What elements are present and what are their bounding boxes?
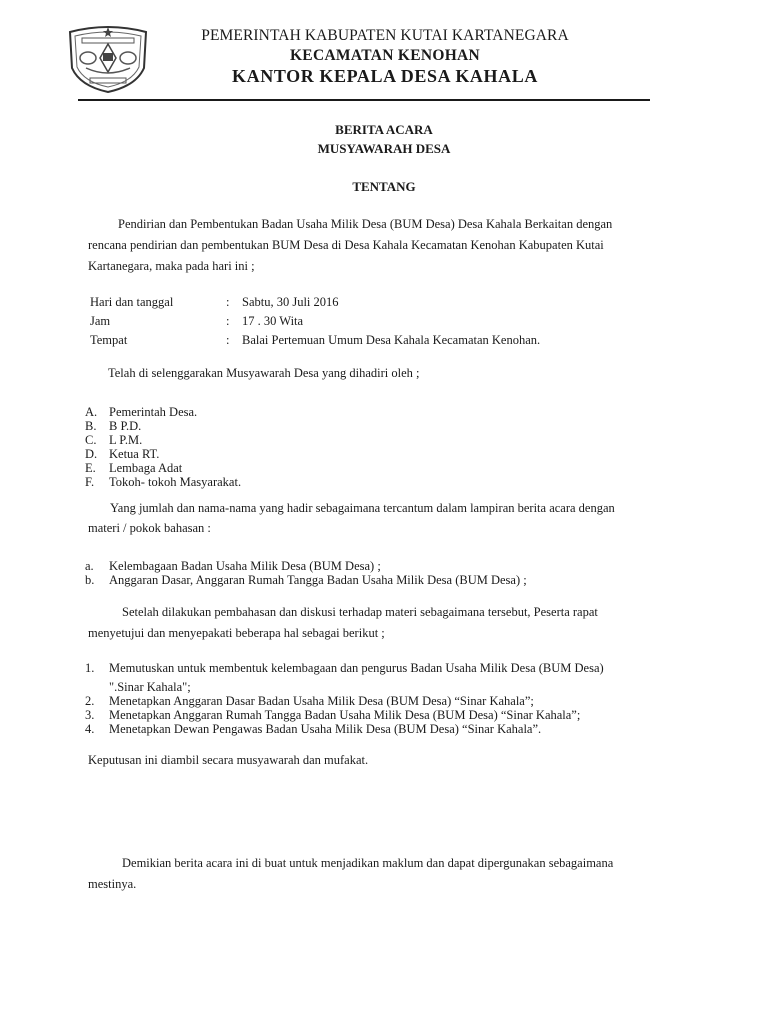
kutai-kartanegara-emblem-icon [66,24,150,94]
detail-value: Balai Pertemuan Umum Desa Kahala Kecamatan Kenohan. [242,333,541,347]
letterhead-regency: PEMERINTAH KABUPATEN KUTAI KARTANEGARA [201,27,569,44]
detail-separator: : [226,333,230,347]
document-title: BERITA ACARA [335,122,433,137]
letterhead-office: KANTOR KEPALA DESA KAHALA [232,66,538,86]
document-subtitle: MUSYAWARAH DESA [317,141,451,156]
discussion-line-1: Setelah dilakukan pembahasan dan diskusi terhadap materi sebagaimana tersebut, Peserta rapat [122,605,598,619]
closing-line-2: mestinya. [88,877,137,891]
letterhead-divider [78,99,650,101]
closing-line-1: Demikian berita acara ini di buat untuk menjadikan maklum dan dapat dipergunakan sebagaimana [122,856,614,870]
detail-separator: : [226,295,230,309]
intro-line-2: rencana pendirian dan pembentukan BUM Desa di Desa Kahala Kecamatan Kenohan Kabupaten Kutai [88,238,604,252]
detail-label: Tempat [90,333,128,347]
letterhead-district: KECAMATAN KENOHAN [289,47,481,64]
attended-intro: Telah di selenggarakan Musyawarah Desa yang dihadiri oleh ; [108,366,420,380]
materials-intro-line-1: Yang jumlah dan nama-nama yang hadir sebagaimana tercantum dalam lampiran berita acara dengan [110,501,615,515]
discussion-line-2: menyetujui dan menyepakati beberapa hal sebagai berikut ; [88,626,385,640]
detail-label: Jam [90,314,111,328]
detail-value: 17 . 30 Wita [242,314,304,328]
intro-line-3: Kartanegara, maka pada hari ini ; [88,259,255,273]
intro-line-1: Pendirian dan Pembentukan Badan Usaha Milik Desa (BUM Desa) Desa Kahala Berkaitan dengan [118,217,613,231]
materials-intro-line-2: materi / pokok bahasan : [88,521,211,535]
document-topic-label: TENTANG [352,179,416,194]
detail-label: Hari dan tanggal [90,295,174,309]
detail-value: Sabtu, 30 Juli 2016 [242,295,339,309]
consensus-statement: Keputusan ini diambil secara musyawarah dan mufakat. [88,753,369,767]
detail-separator: : [226,314,230,328]
